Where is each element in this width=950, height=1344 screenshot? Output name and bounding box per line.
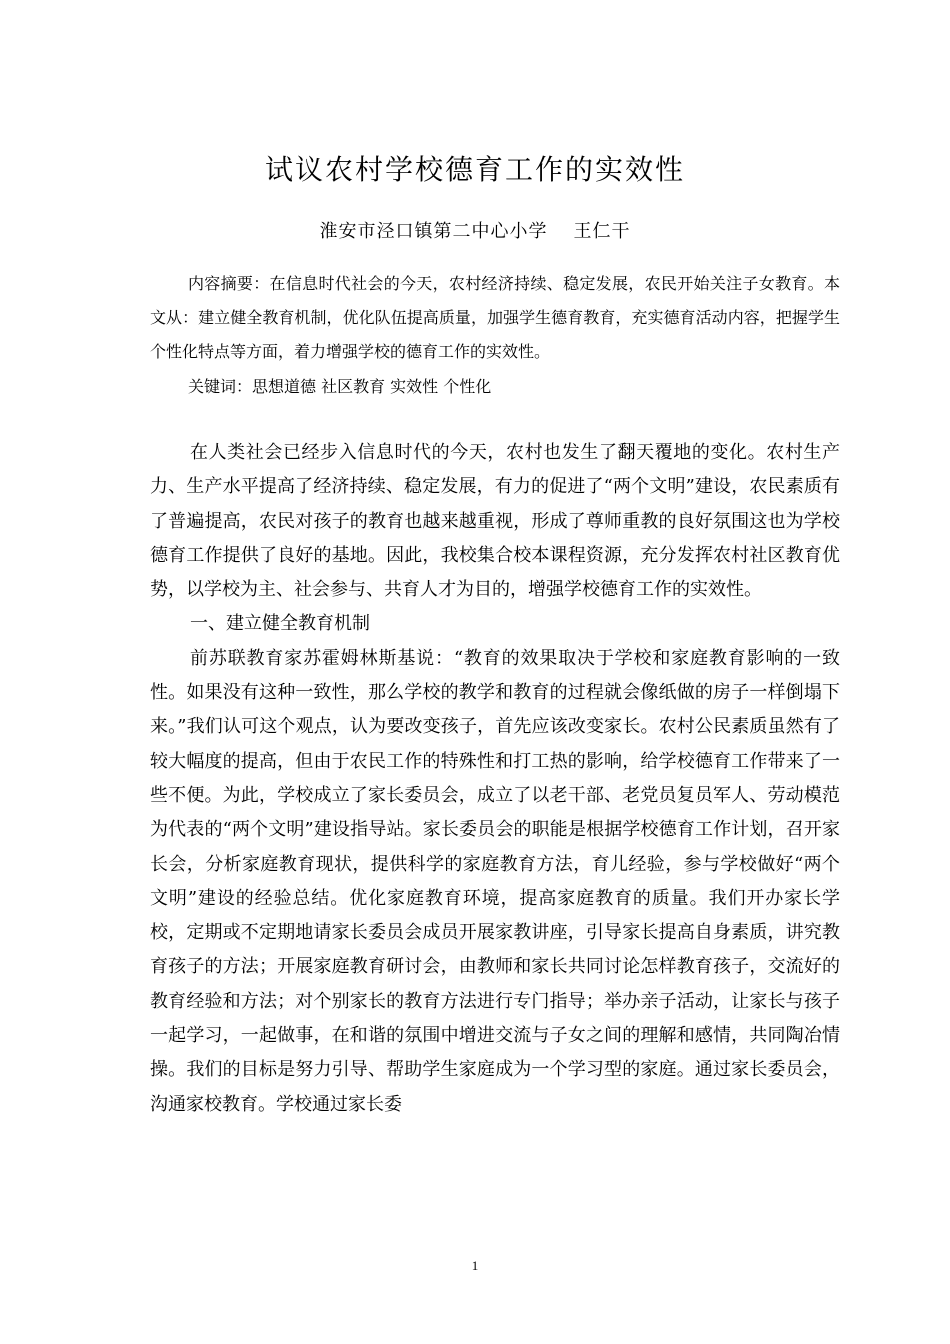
page-title: 试议农村学校德育工作的实效性 <box>264 153 685 186</box>
page-number: 1 <box>471 1258 479 1273</box>
abstract-text: 内容摘要：在信息时代社会的今天，农村经济持续、稳定发展，农民开始关注子女教育。本文从：建立健全教育机制，优化队伍提高质量，加强学生德育教育，充实德育活动内容，把握学生个性化特点等方面，着力增强学校的德育工作的实效性。 <box>150 274 840 361</box>
byline <box>0 217 950 243</box>
abstract <box>150 267 840 369</box>
keywords: 关键词：思想道德 社区教育 实效性 个性化 <box>188 377 492 396</box>
school-name: 淮安市泾口镇第二中心小学 <box>319 221 548 242</box>
paragraph: 前苏联教育家苏霍姆林斯基说：“教育的效果取决于学校和家庭教育影响的一致性。如果没有这种一致性，那么学校的教学和教育的过程就会像纸做的房子一样倒塌下来。”我们认可这个观点，认为要改变孩子，首先应该改变家长。农村公民素质虽然有了较大幅度的提高，但由于农民工作的特殊性和打工热的影响，给学校德育工作带来了一些不便。为此，学校成立了家长委员会，成立了以老干部、老党员复员军人、劳动模范为代表的“两个文明”建设指导站。家长委员会的职能是根据学校德育工作计划，召开家长会，分析家庭教育现状，提供科学的家庭教育方法，育儿经验，参与学校做好“两个文明”建设的经验总结。优化家庭教育环境，提高家庭教育的质量。我们开办家长学校，定期或不定期地请家长委员会成员开展家教讲座，引导家长提高自身素质，讲究教育孩子的方法；开展家庭教育研讨会，由教师和家长共同讨论怎样教育孩子，交流好的教育经验和方法；对个别家长的教育方法进行专门指导；举办亲子活动，让家长与孩子一起学习，一起做事，在和谐的氛围中增进交流与子女之间的理解和感情，共同陶冶情操。我们的目标是努力引导、帮助学生家庭成为一个学习型的家庭。通过家长委员会，沟通家校教育。学校通过家长委 <box>150 647 840 1115</box>
body-text <box>150 436 840 1122</box>
paragraph: 在人类社会已经步入信息时代的今天，农村也发生了翻天覆地的变化。农村生产力、生产水平提高了经济持续、稳定发展，有力的促进了“两个文明”建设，农民素质有了普遍提高，农民对孩子的教育也越来越重视，形成了尊师重教的良好氛围这也为学校德育工作提供了良好的基地。因此，我校集合校本课程资源，充分发挥农村社区教育优势，以学校为主、社会参与、共育人才为目的，增强学校德育工作的实效性。 <box>150 442 840 601</box>
author-name: 王仁干 <box>573 221 631 242</box>
section-heading: 一、建立健全教育机制 <box>190 613 370 635</box>
